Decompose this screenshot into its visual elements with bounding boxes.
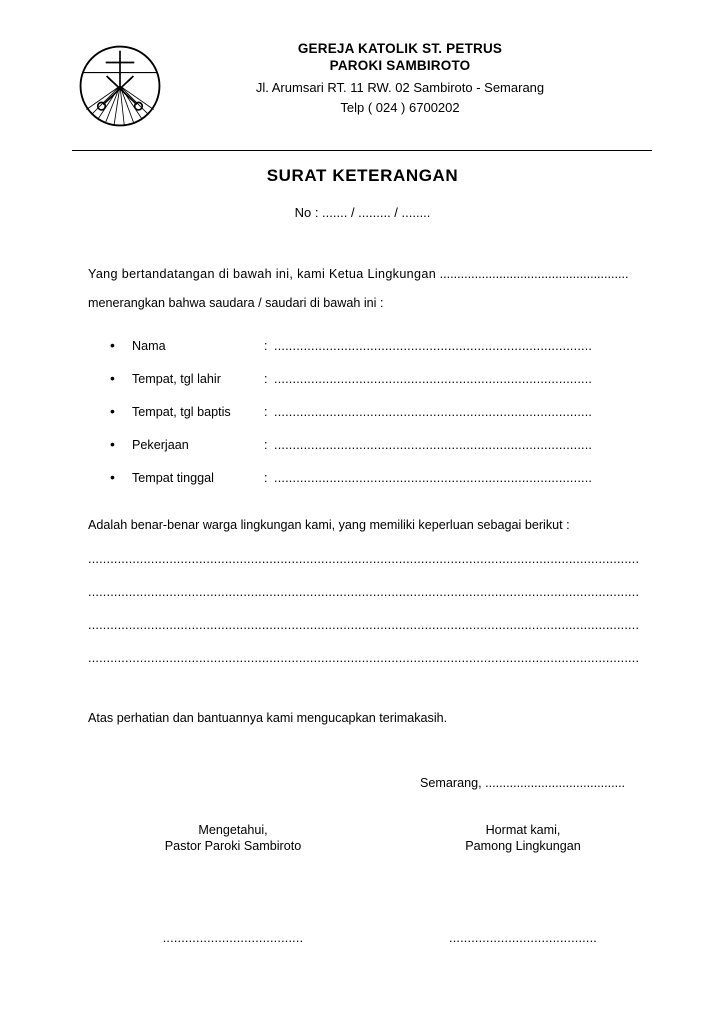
field-value-blank[interactable]: ...................................................................................... xyxy=(274,471,593,485)
field-label: Nama xyxy=(132,339,166,353)
blank-line[interactable]: ..................................................................................................................................................... xyxy=(88,651,640,665)
letterhead xyxy=(72,40,652,128)
signature-right-title xyxy=(378,822,668,854)
bullet-icon: • xyxy=(110,403,115,419)
signature-right-line1: Hormat kami, xyxy=(485,823,561,837)
header-divider xyxy=(72,150,652,151)
org-name-line2: PAROKI SAMBIROTO xyxy=(329,58,471,73)
document-number-value: : ....... / ......... / ........ xyxy=(314,205,431,220)
field-row xyxy=(110,338,658,371)
field-row xyxy=(110,437,658,470)
fields-list xyxy=(110,338,658,503)
field-value-blank[interactable]: ...................................................................................... xyxy=(274,438,593,452)
bullet-icon: • xyxy=(110,436,115,452)
bullet-icon: • xyxy=(110,469,115,485)
logo-container xyxy=(72,40,168,128)
bullet-icon: • xyxy=(110,337,115,353)
intro-line-1 xyxy=(88,266,658,283)
signature-right-line[interactable]: ........................................ xyxy=(449,931,597,945)
field-row xyxy=(110,470,658,503)
org-phone: Telp ( 024 ) 6700202 xyxy=(340,100,460,115)
intro-line-2: menerangkan bahwa saudara / saudari di bawah ini : xyxy=(88,296,384,310)
field-colon: : xyxy=(264,339,268,353)
org-address: Jl. Arumsari RT. 11 RW. 02 Sambiroto - Semarang xyxy=(255,80,545,95)
field-value-blank[interactable]: ...................................................................................... xyxy=(274,372,593,386)
field-colon: : xyxy=(264,372,268,386)
field-colon: : xyxy=(264,405,268,419)
blank-line[interactable]: ..................................................................................................................................................... xyxy=(88,618,640,632)
document-number-label: No xyxy=(294,205,312,220)
field-label: Tempat, tgl lahir xyxy=(132,372,221,386)
church-emblem-icon xyxy=(78,44,162,128)
blank-line[interactable]: ..................................................................................................................................................... xyxy=(88,552,640,566)
field-label: Tempat, tgl baptis xyxy=(132,405,231,419)
org-name-line1: GEREJA KATOLIK ST. PETRUS xyxy=(297,41,503,56)
signature-left-line[interactable]: ...................................... xyxy=(162,931,304,945)
letterhead-text xyxy=(168,40,652,117)
field-colon: : xyxy=(264,438,268,452)
purpose-blank-lines xyxy=(88,552,658,684)
intro-line-1-dots: ...................................................... xyxy=(439,267,629,281)
signature-left-line2: Pastor Paroki Sambiroto xyxy=(164,839,302,853)
field-label: Pekerjaan xyxy=(132,438,189,452)
closing-text: Atas perhatian dan bantuannya kami mengucapkan terimakasih. xyxy=(88,711,448,725)
document-number xyxy=(0,205,725,220)
signature-right-line2: Pamong Lingkungan xyxy=(465,839,581,853)
purpose-intro: Adalah benar-benar warga lingkungan kami, yang memiliki keperluan sebagai berikut : xyxy=(88,518,570,532)
signature-left-line1: Mengetahui, xyxy=(198,823,268,837)
field-colon: : xyxy=(264,471,268,485)
field-label: Tempat tinggal xyxy=(132,471,214,485)
place-and-date[interactable]: Semarang, ........................................ xyxy=(420,776,626,790)
field-value-blank[interactable]: ...................................................................................... xyxy=(274,405,593,419)
signature-left-title xyxy=(88,822,378,854)
signature-lines xyxy=(88,931,668,945)
signature-titles xyxy=(88,822,668,854)
intro-block xyxy=(88,266,658,312)
blank-line[interactable]: ..................................................................................................................................................... xyxy=(88,585,640,599)
field-value-blank[interactable]: ...................................................................................... xyxy=(274,339,593,353)
field-row xyxy=(110,371,658,404)
page-title: SURAT KETERANGAN xyxy=(266,166,459,185)
intro-line-1-text: Yang bertandatangan di bawah ini, kami Ketua Lingkungan xyxy=(88,267,437,281)
field-row xyxy=(110,404,658,437)
bullet-icon: • xyxy=(110,370,115,386)
